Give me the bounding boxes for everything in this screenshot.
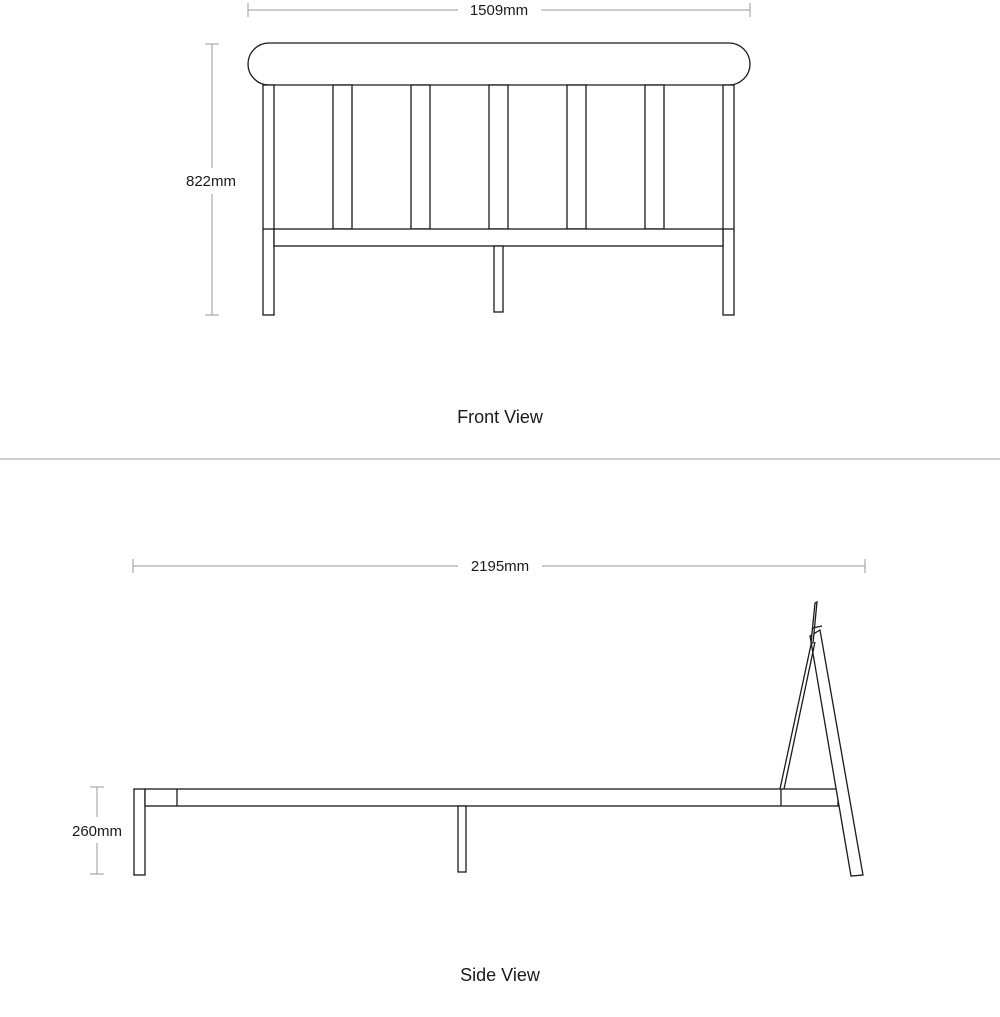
headboard-cushion [248,43,750,85]
front-height-label: 822mm [185,173,237,190]
front-center-leg [494,246,503,312]
side-height-label: 260mm [71,823,123,840]
side-rail [145,789,838,806]
side-headboard-profile [780,602,863,876]
front-view [186,2,750,427]
side-center-leg [458,806,466,872]
side-view [72,558,865,985]
front-right-post [723,85,734,315]
front-left-post [263,85,274,315]
headboard-slats [333,85,664,229]
front-view-caption: Front View [457,407,543,427]
front-width-dimension [248,2,750,19]
side-length-dimension [133,558,865,575]
front-width-label: 1509mm [469,2,529,19]
side-view-caption: Side View [460,965,540,985]
side-length-label: 2195mm [470,558,530,575]
side-height-dimension [72,787,122,874]
side-foot-post [134,789,145,875]
front-height-dimension [186,44,236,315]
front-lower-rail [274,229,723,246]
